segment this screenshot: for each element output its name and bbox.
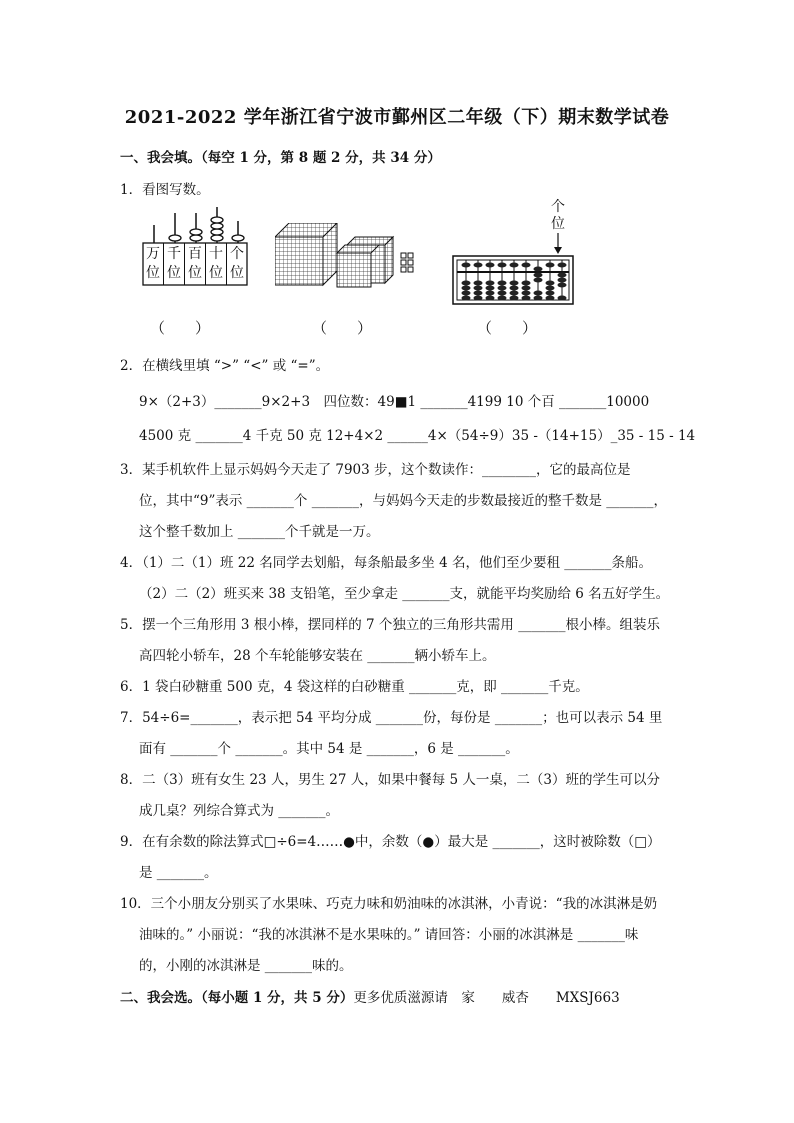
- question-1: 1．看图写数。: [120, 182, 210, 198]
- question-6: 6．1 袋白砂糖重 500 克，4 袋这样的白砂糖重 _______克，即 _______千克。: [120, 679, 589, 695]
- question-9-line-1: 9．在有余数的除法算式□÷6=4……●中，余数（●）最大是 _______，这时被除数（□）: [120, 834, 661, 850]
- question-4-part-1: 4．（1）二（1）班 22 名同学去划船，每条船最多坐 4 名，他们至少要租 _______条船。: [120, 555, 652, 571]
- place-label-qian: 千 位: [164, 243, 185, 285]
- page-title: 2021-2022 学年浙江省宁波市鄞州区二年级（下）期末数学试卷: [124, 107, 670, 128]
- abacus-figure: [450, 195, 575, 305]
- section-2-heading-row: [120, 986, 620, 1006]
- cube-blocks-figure: [275, 223, 425, 323]
- question-2: 2．在横线里填 “>” “<” 或 “=”。: [120, 358, 330, 374]
- question-8-line-2: 成几桌？列综合算式为 _______。: [139, 803, 340, 819]
- watermark-text: 更多优质滋源请 家 威杏 MXSJ663: [353, 990, 620, 1006]
- ones-place-label: 个 位: [551, 199, 565, 232]
- place-label-ge: 个 位: [230, 246, 244, 281]
- place-label-shi: 十 位: [206, 243, 227, 285]
- question-5-line-2: 高四轮小轿车，28 个车轮能够安装在 _______辆小轿车上。: [139, 648, 496, 664]
- answer-blank-3: （ ）: [477, 319, 538, 337]
- figure-row: [130, 195, 690, 345]
- question-2-line-1: 9×（2+3）_______9×2+3 四位数：49■1 _______4199 10 个百 _______10000: [139, 394, 650, 410]
- question-3-line-3: 这个整千数加上 _______个千就是一万。: [139, 524, 380, 540]
- question-10-line-2: 油味的。” 小丽说：“我的冰淇淋不是水果味的。” 请回答：小丽的冰淇淋是 _______味: [139, 927, 639, 943]
- answer-blank-1: （ ）: [150, 319, 211, 337]
- question-5-line-1: 5．摆一个三角形用 3 根小棒，摆同样的 7 个独立的三角形共需用 _______根小棒。组装乐: [120, 617, 660, 633]
- question-7-line-1: 7．54÷6=_______，表示把 54 平均分成 _______份，每份是 _______；也可以表示 54 里: [120, 710, 663, 726]
- question-7-line-2: 面有 _______个 _______。其中 54 是 _______，6 是 _______。: [139, 741, 519, 757]
- section-1-heading: 一、我会填。（每空 1 分，第 8 题 2 分，共 34 分）: [120, 150, 441, 166]
- question-3-line-1: 3．某手机软件上显示妈妈今天走了 7903 步，这个数读作：________，它的最高位是: [120, 462, 631, 478]
- question-8-line-1: 8．二（3）班有女生 23 人，男生 27 人，如果中餐每 5 人一桌，二（3）班的学生可以分: [120, 772, 660, 788]
- section-2-heading: 二、我会选。（每小题 1 分，共 5 分）: [120, 990, 354, 1006]
- question-10-line-3: 的，小刚的冰淇淋是 _______味的。: [139, 958, 353, 974]
- question-9-line-2: 是 _______。: [139, 865, 218, 881]
- question-3-line-2: 位，其中“9”表示 _______个 _______，与妈妈今天走的步数最接近的整千数是 _______，: [139, 493, 668, 509]
- answer-blank-2: （ ）: [312, 319, 373, 337]
- question-10-line-1: 10．三个小朋友分别买了水果味、巧克力味和奶油味的冰淇淋，小青说：“我的冰淇淋是奶: [120, 896, 658, 912]
- place-label-bai: 百 位: [185, 243, 206, 285]
- place-value-labels: [143, 243, 247, 285]
- place-label-wan: 万 位: [143, 243, 164, 285]
- question-2-line-2: 4500 克 _______4 千克 50 克 12+4×2 ______4×（54÷9）35 -（14+15）_35 - 15 - 14: [139, 428, 696, 444]
- question-4-part-2: （2）二（2）班买来 38 支铅笔，至少拿走 _______支，就能平均奖励给 6 名五好学生。: [139, 586, 670, 602]
